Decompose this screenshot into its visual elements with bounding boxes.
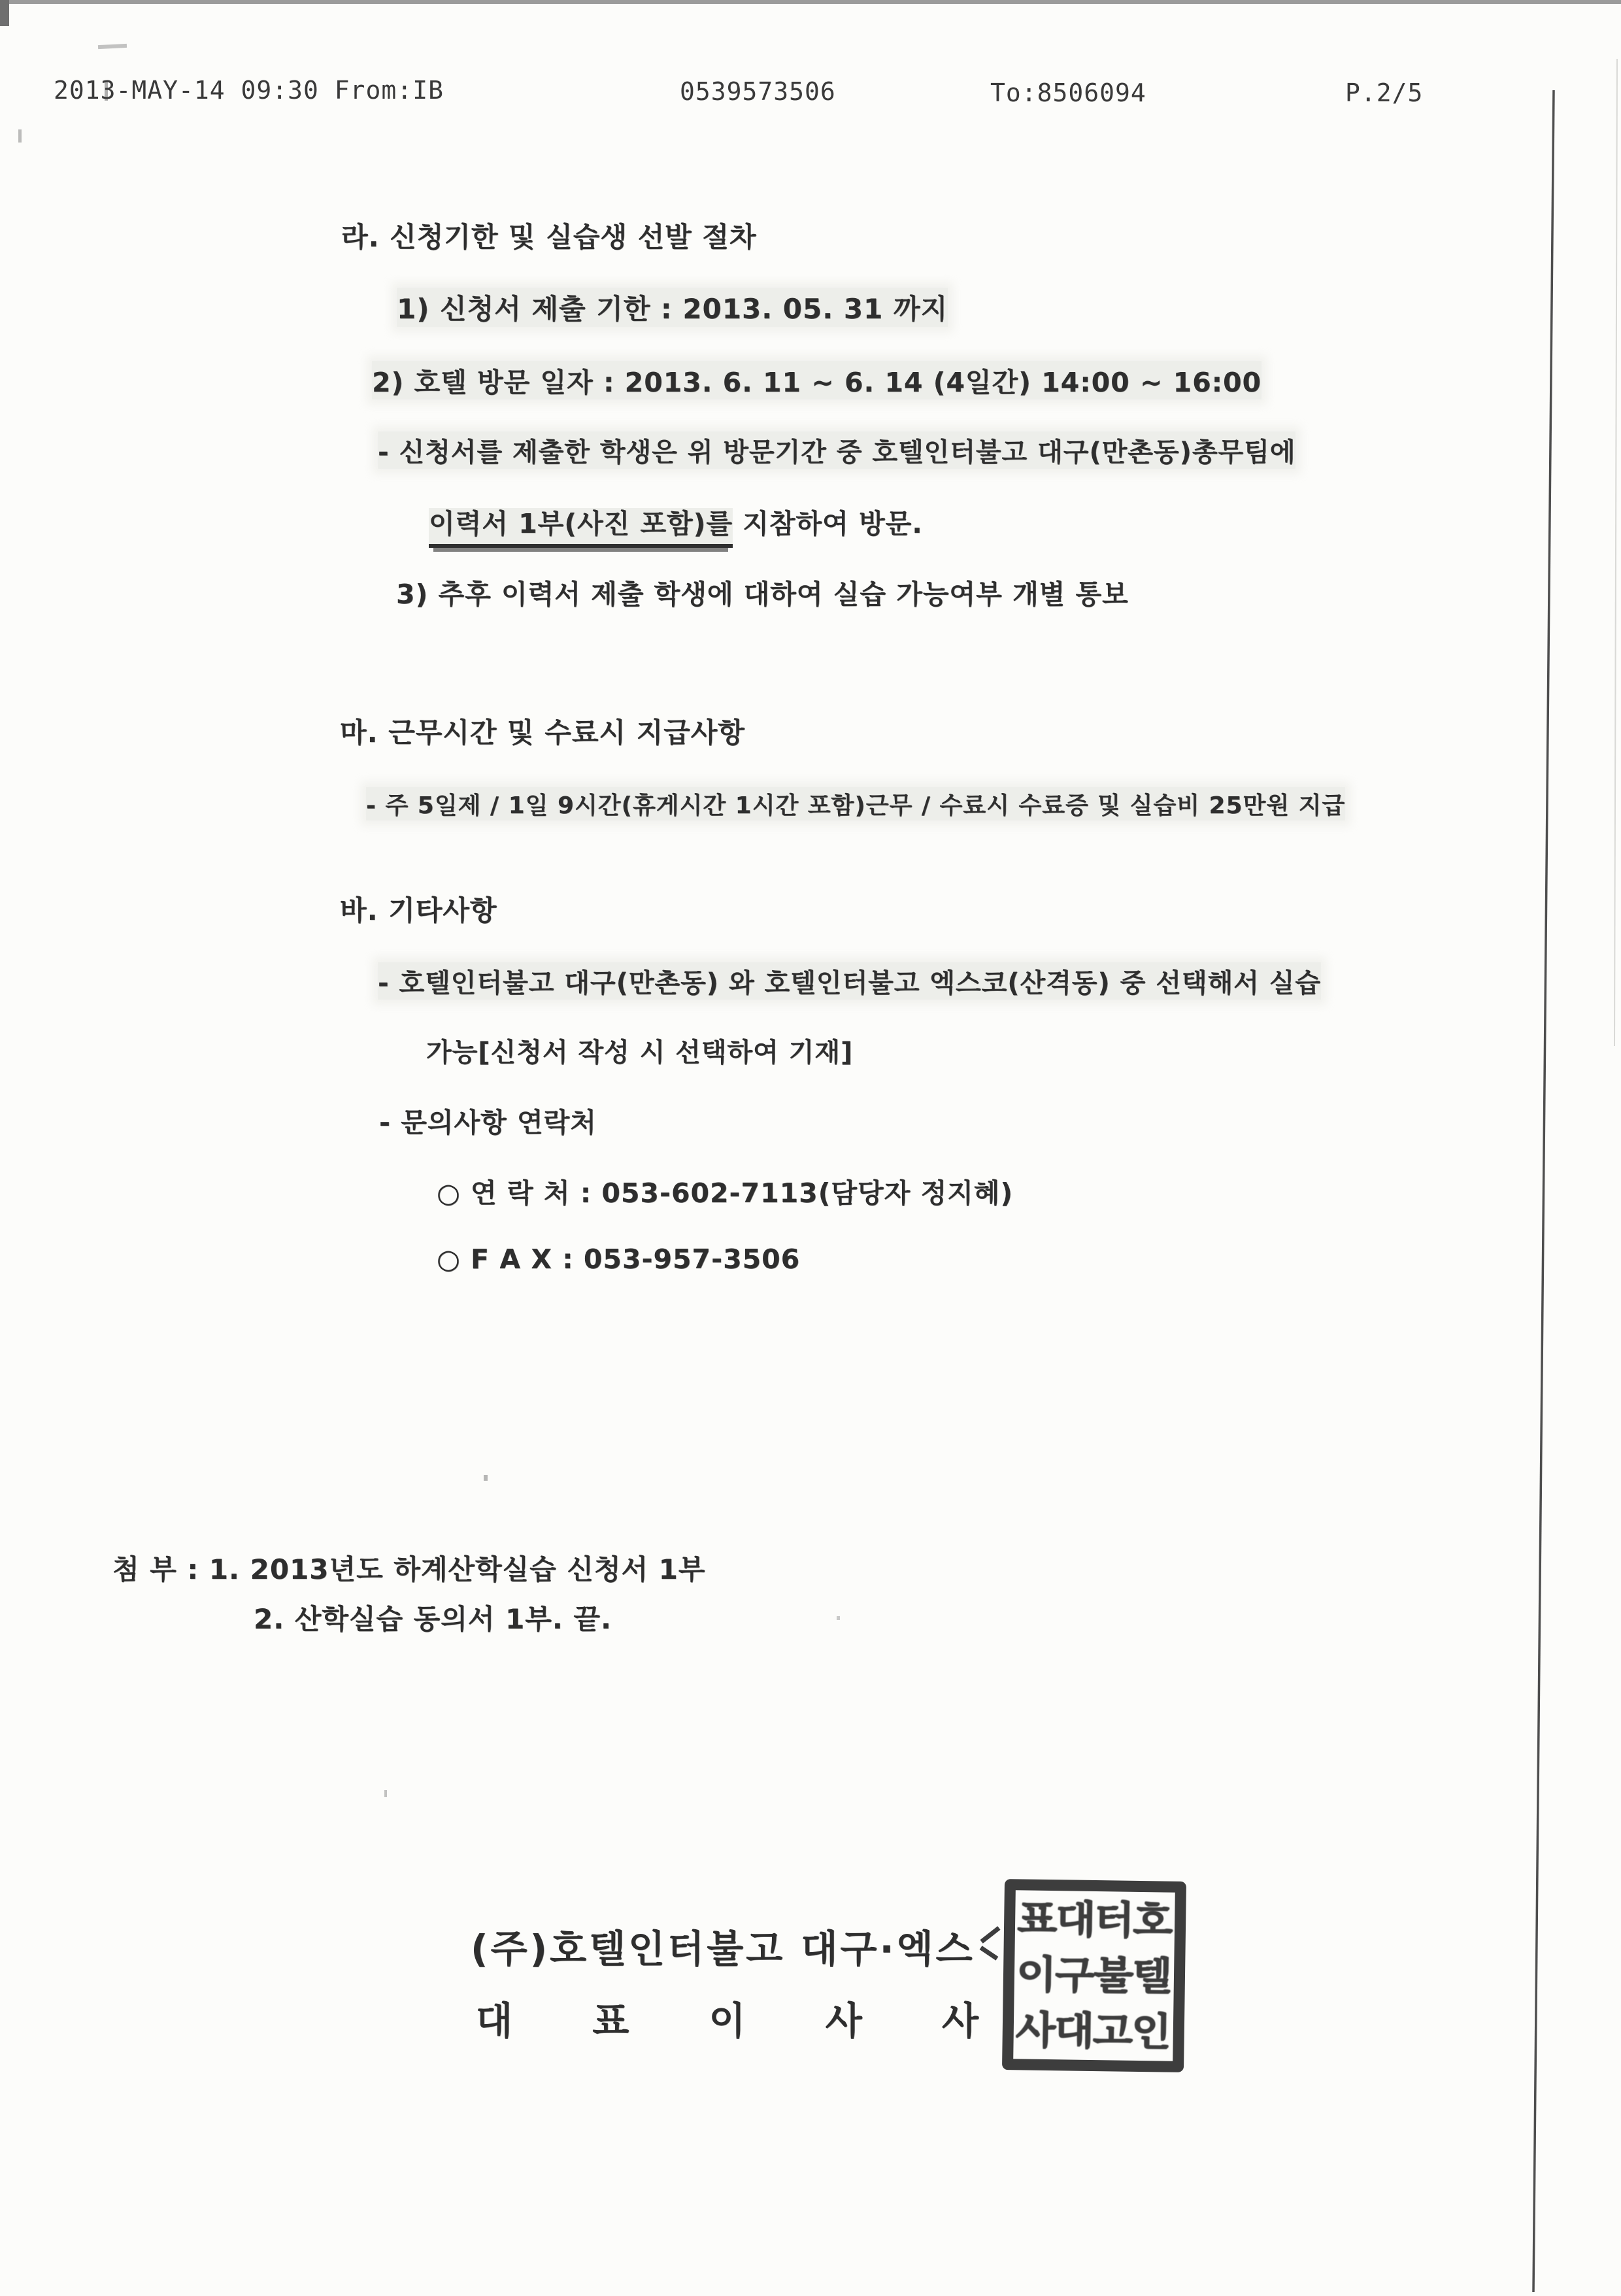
section-ba-bullet1-line1: - 호텔인터불고 대구(만촌동) 와 호텔인터불고 엑스코(산격동) 중 선택해서 실습 xyxy=(378,962,1321,1000)
seal-char: 구 xyxy=(1054,1952,1095,1998)
resume-underlined-text: 이력서 1부(사진 포함)를 xyxy=(429,508,733,548)
stamp-stray-mark xyxy=(980,1946,999,1961)
company-seal-stamp xyxy=(1002,1879,1186,2072)
seal-column xyxy=(1054,1895,1095,2056)
scan-top-edge xyxy=(0,0,1621,4)
seal-char: 대 xyxy=(1054,2008,1095,2053)
seal-column xyxy=(1131,1896,1172,2057)
stamp-stray-mark xyxy=(980,1926,1000,1943)
section-ra-underline-line xyxy=(429,502,923,541)
seal-char: 사 xyxy=(1015,2007,1056,2053)
seal-column xyxy=(1093,1895,1133,2057)
section-ra-heading: 라. 신청기한 및 실습생 선발 절차 xyxy=(341,221,757,253)
signature-title: 대 표 이 사 사 xyxy=(476,1999,1009,2043)
section-ba-heading: 바. 기타사항 xyxy=(340,894,497,926)
seal-char: 텔 xyxy=(1131,1953,1173,1999)
section-ma-bullet: - 주 5일제 / 1일 9시간(휴게시간 1시간 포함)근무 / 수료시 수료증 및 실습비 25만원 지급 xyxy=(366,787,1345,820)
seal-char: 호 xyxy=(1132,1898,1173,1944)
seal-char: 고 xyxy=(1092,2008,1133,2054)
fax-header-to: To:8506094 xyxy=(990,78,1146,107)
attachment-line1: 첨 부 : 1. 2013년도 하계산학실습 신청서 1부 xyxy=(112,1553,706,1585)
seal-char: 인 xyxy=(1131,2009,1172,2055)
section-ra-item3: 3) 추후 이력서 제출 학생에 대하여 실습 가능여부 개별 통보 xyxy=(396,579,1129,610)
section-ba-bullet1-line2: 가능[신청서 작성 시 선택하여 기재] xyxy=(426,1038,854,1068)
scan-speck xyxy=(837,1616,840,1620)
scan-speck xyxy=(98,44,127,49)
attachment-line2: 2. 산학실습 동의서 1부. 끝. xyxy=(254,1603,612,1635)
signature-company: (주)호텔인터불고 대구·엑스 xyxy=(471,1927,975,1971)
section-ra-item2: 2) 호텔 방문 일자 : 2013. 6. 11 ~ 6. 14 (4일간) 14:00 ~ 16:00 xyxy=(372,361,1262,399)
resume-rest-text: 지참하여 방문. xyxy=(733,508,923,539)
section-ma-heading: 마. 근무시간 및 수료시 지급사항 xyxy=(340,717,745,749)
seal-char: 불 xyxy=(1093,1953,1134,1999)
section-ra-bullet1: - 신청서를 제출한 학생은 위 방문기간 중 호텔인터불고 대구(만촌동)총무팀에 xyxy=(378,431,1295,469)
contact-fax-line: ○ F A X : 053-957-3506 xyxy=(437,1243,801,1275)
contact-phone-line: ○ 연 락 처 : 053-602-7113(담당자 정지혜) xyxy=(437,1177,1014,1209)
seal-char: 이 xyxy=(1016,1951,1057,1997)
fax-header-page: P.2/5 xyxy=(1345,78,1424,107)
scan-speck xyxy=(384,1790,387,1797)
seal-char: 터 xyxy=(1094,1897,1135,1943)
section-ra-item1: 1) 신청서 제출 기한 : 2013. 05. 31 까지 xyxy=(397,288,948,327)
seal-column xyxy=(1016,1894,1056,2055)
scan-speck xyxy=(484,1475,488,1481)
scan-corner-mark xyxy=(0,0,9,26)
section-ba-bullet2: - 문의사항 연락처 xyxy=(379,1107,597,1138)
fax-header-datetime: 2013-MAY-14 09:30 From:IB xyxy=(54,76,444,105)
fax-header-number: 0539573506 xyxy=(680,77,836,106)
scan-speck xyxy=(18,129,22,143)
seal-char: 표 xyxy=(1016,1896,1058,1942)
seal-char: 대 xyxy=(1055,1897,1096,1942)
